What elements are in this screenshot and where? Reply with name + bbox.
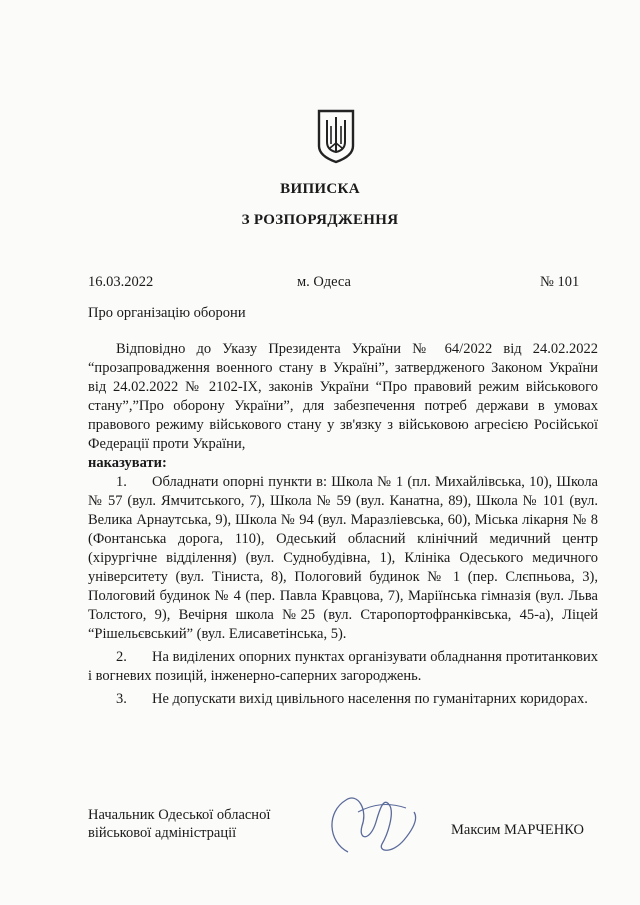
order-item-2 [88,648,598,686]
item-text: Обладнати опорні пункти в: Школа № 1 (пл. Михайлівська, 10), Школа № 57 (вул. Ямчитського, 7), Школа № 59 (вул. Канатна, 89), Школа № 101 (вул. Велика Арнаутська, 9), Школа № 94 (вул. Маразліевська, 60), Міська лікарня № 8 (Фонтанська дорога, 110), Одеський обласний клінічний медичний центр (хірургічне відділення) (вул. Суднобудівна, 1), Клініка Одеського медичного університету (вул. Тіниста, 8), Пологовий будинок № 1 (пер. Слєпньова, 3), Пологовий будинок № 4 (пер. Павла Кравцова, 7), Маріїнська гімназія (вул. Льва Толстого, 9), Вечірня школа №25 (вул. Старопортофранківська, 45-а), Ліцей “Рішельєвський” (вул. Елисаветінська, 5). [88,474,598,642]
item-number: 1. [116,474,127,490]
document-title: ВИПИСКА [280,181,360,197]
item-text: На виділених опорних пунктах організувати обладнання протитанкових і вогневих позицій, інженерно-саперних загороджень. [88,649,598,684]
order-item-3 [88,690,598,709]
signatory-position [88,806,270,842]
order-line: наказувати: [88,455,167,471]
signatory-name: Максим МАРЧЕНКО [451,822,584,838]
coat-of-arms-emblem [316,108,356,164]
order-item-1 [88,473,598,644]
item-number: 2. [116,649,127,665]
document-date: 16.03.2022 [88,274,154,290]
document-body [88,340,598,709]
item-text: Не допускати вихід цивільного населення по гуманітарних коридорах. [152,691,588,707]
document-subject: Про організацію оборони [88,305,246,321]
document-city: м. Одеса [297,274,351,290]
preamble-paragraph: Відповідно до Указу Президента України № 64/2022 від 24.02.2022 “прозапровадження военного стану в Україні”, затвердженого Законом України від 24.02.2022 № 2102-IX, законів України “Про правовий режим військового стану”,”Про оборону України”, для забезпечення потреб держави в умовах правового режиму військового стану у зв'язку з військовою агресією Російської Федерації проти України, [88,341,598,452]
document-subtitle: З РОЗПОРЯДЖЕННЯ [241,212,399,228]
document-number: № 101 [540,274,580,290]
position-line-2: військової адміністрації [88,825,237,841]
item-number: 3. [116,691,127,707]
order-word: наказувати [88,455,162,471]
position-line-1: Начальник Одеської обласної [88,807,271,823]
handwritten-signature [318,782,428,867]
